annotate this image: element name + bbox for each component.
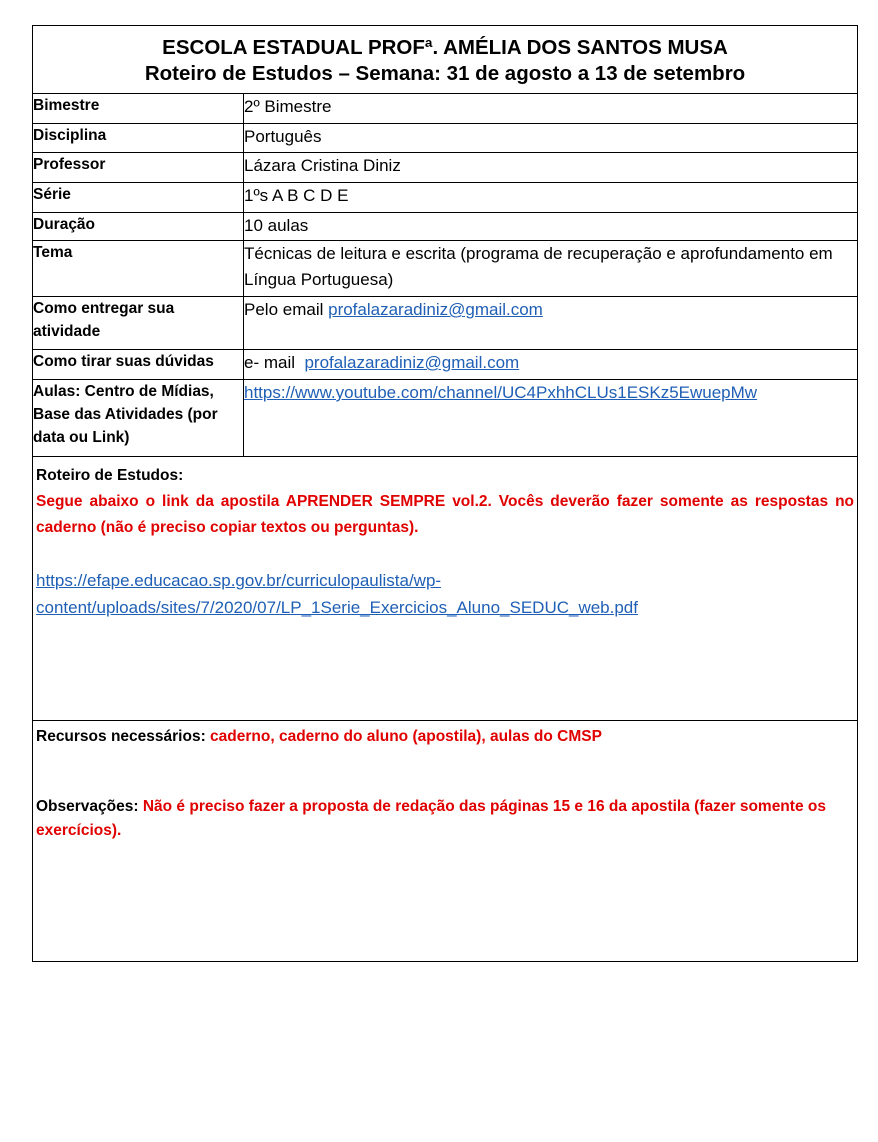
- entrega-prefix: Pelo email: [244, 300, 329, 319]
- header-row: [33, 26, 858, 94]
- apostila-link[interactable]: https://efape.educacao.sp.gov.br/curriculopaulista/wp-content/uploads/sites/7/2020/07/LP_1Serie_Exercicios_Aluno_SEDUC_web.pdf: [36, 571, 638, 617]
- row-duracao: [33, 213, 858, 241]
- value-tema: Técnicas de leitura e escrita (programa de recuperação e aprofundamento em Língua Portuguesa): [244, 241, 858, 297]
- row-entrega: [33, 297, 858, 350]
- value-serie: 1ºs A B C D E: [244, 183, 858, 213]
- label-aulas: Aulas: Centro de Mídias, Base das Atividades (por data ou Link): [33, 380, 244, 457]
- row-roteiro: [33, 457, 858, 721]
- value-professor: Lázara Cristina Diniz: [244, 153, 858, 183]
- observacoes-line: [36, 795, 854, 843]
- row-aulas: [33, 380, 858, 457]
- row-serie: [33, 183, 858, 213]
- recursos-cell: [33, 721, 858, 962]
- row-recursos: [33, 721, 858, 962]
- recursos-value: caderno, caderno do aluno (apostila), aulas do CMSP: [210, 728, 602, 745]
- observacoes-label: Observações:: [36, 798, 143, 815]
- row-duvidas: [33, 350, 858, 380]
- row-bimestre: [33, 94, 858, 124]
- header-cell: [33, 26, 858, 94]
- roteiro-cell: [33, 457, 858, 721]
- label-disciplina: Disciplina: [33, 124, 244, 153]
- duvidas-prefix: e- mail: [244, 353, 305, 372]
- study-guide-document: [32, 25, 857, 962]
- value-disciplina: Português: [244, 124, 858, 153]
- roteiro-instructions: Segue abaixo o link da apostila APRENDER SEMPRE vol.2. Vocês deverão fazer somente as respostas no caderno (não é preciso copiar textos ou perguntas).: [36, 493, 855, 536]
- label-duvidas: Como tirar suas dúvidas: [33, 350, 244, 380]
- label-bimestre: Bimestre: [33, 94, 244, 124]
- row-tema: [33, 241, 858, 297]
- label-professor: Professor: [33, 153, 244, 183]
- roteiro-label: Roteiro de Estudos:: [36, 467, 184, 484]
- value-entrega: [244, 297, 858, 350]
- label-duracao: Duração: [33, 213, 244, 241]
- value-duvidas: [244, 350, 858, 380]
- value-bimestre: 2º Bimestre: [244, 94, 858, 124]
- observacoes-value: Não é preciso fazer a proposta de redação das páginas 15 e 16 da apostila (fazer somente os exercícios).: [36, 798, 826, 839]
- recursos-label: Recursos necessários:: [36, 728, 211, 745]
- recursos-line: [36, 725, 854, 749]
- value-duracao: 10 aulas: [244, 213, 858, 241]
- youtube-channel-link[interactable]: https://www.youtube.com/channel/UC4PxhhCLUs1ESKz5EwuepMw: [244, 383, 758, 402]
- label-entrega: Como entregar sua atividade: [33, 297, 244, 350]
- study-guide-table: [32, 25, 858, 962]
- label-serie: Série: [33, 183, 244, 213]
- duvidas-email-link[interactable]: profalazaradiniz@gmail.com: [304, 353, 520, 372]
- row-professor: [33, 153, 858, 183]
- label-tema: Tema: [33, 241, 244, 297]
- row-disciplina: [33, 124, 858, 153]
- entrega-email-link[interactable]: profalazaradiniz@gmail.com: [328, 300, 543, 319]
- value-aulas: [244, 380, 858, 457]
- guide-subtitle: Roteiro de Estudos – Semana: 31 de agosto a 13 de setembro: [144, 62, 746, 85]
- school-name: ESCOLA ESTADUAL PROFª. AMÉLIA DOS SANTOS MUSA: [162, 36, 728, 59]
